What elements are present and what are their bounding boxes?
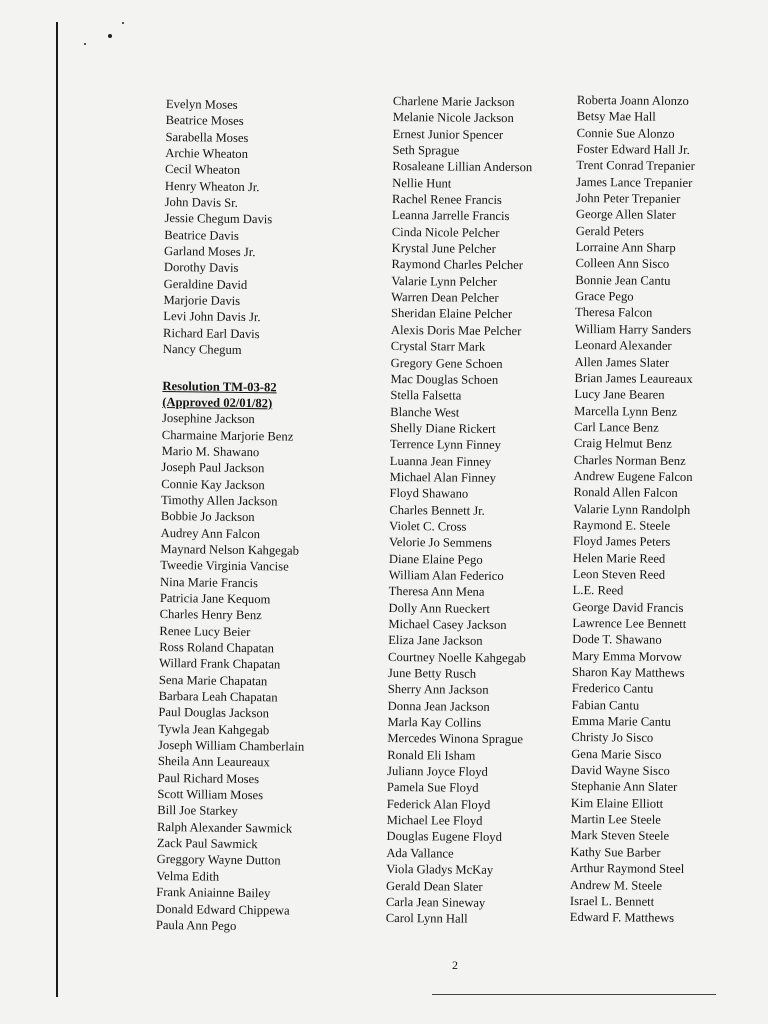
name-entry: Joseph William Chamberlain (157, 738, 305, 754)
name-entry: Beatrice Moses (165, 113, 244, 129)
name-entry: John Davis Sr. (164, 195, 238, 210)
name-entry: Carla Jean Sineway (385, 894, 486, 910)
name-entry: Levi John Davis Jr. (163, 309, 261, 325)
name-entry: Valarie Lynn Pelcher (391, 273, 498, 289)
page-number: 2 (452, 958, 458, 972)
name-entry: Henry Wheaton Jr. (164, 178, 260, 194)
name-entry: Sherry Ann Jackson (387, 682, 489, 698)
name-entry: Shelly Diane Rickert (390, 420, 496, 436)
name-entry: Stephanie Ann Slater (570, 779, 678, 795)
name-entry: Josephine Jackson (161, 411, 255, 427)
name-entry: Donna Jean Jackson (387, 698, 490, 714)
name-entry: Sarabella Moses (165, 129, 249, 145)
scan-speck (84, 43, 86, 45)
name-entry: Mary Emma Morvow (572, 648, 682, 664)
name-entry: Charles Norman Benz (573, 452, 686, 468)
name-entry: Betsy Mae Hall (576, 109, 656, 125)
name-entry: Frank Aniainne Bailey (156, 885, 271, 901)
name-entry: Crystal Starr Mark (390, 339, 486, 354)
name-entry: Scott William Moses (157, 787, 264, 803)
name-entry: L.E. Reed (572, 583, 624, 598)
name-entry: Nina Marie Francis (159, 574, 259, 590)
name-entry: Tweedie Virginia Vancise (160, 558, 289, 574)
name-entry: Diane Elaine Pego (388, 551, 483, 567)
name-entry: Sheridan Elaine Pelcher (391, 306, 513, 322)
name-entry: Jessie Chegum Davis (164, 211, 273, 227)
name-entry: Pamela Sue Floyd (386, 780, 479, 796)
name-entry: Mark Steven Steele (570, 828, 670, 844)
name-entry: Eliza Jane Jackson (388, 633, 483, 649)
name-entry: James Lance Trepanier (576, 174, 693, 190)
name-entry: Stella Falsetta (390, 388, 462, 403)
name-entry: Michael Lee Floyd (386, 813, 483, 828)
name-entry: Charles Bennett Jr. (389, 502, 485, 518)
name-entry: Greggory Wayne Dutton (156, 852, 281, 868)
name-column-2 (386, 93, 533, 928)
name-entry: Floyd Shawano (389, 486, 469, 501)
scan-speck (108, 34, 112, 38)
name-entry: June Betty Rusch (387, 666, 477, 681)
name-entry: Ross Roland Chapatan (159, 639, 275, 656)
name-entry: Willard Frank Chapatan (158, 656, 281, 672)
name-entry: George David Francis (572, 599, 684, 615)
name-entry: Sharon Kay Matthews (571, 665, 685, 680)
name-entry: Alexis Doris Mae Pelcher (390, 322, 522, 338)
name-entry: Theresa Ann Mena (388, 584, 485, 600)
name-entry: Floyd James Peters (573, 534, 671, 550)
name-entry: Martin Lee Steele (570, 812, 661, 827)
name-entry: Lucy Jane Bearen (574, 387, 665, 402)
name-entry: John Peter Trepanier (576, 191, 681, 206)
name-entry: Arthur Raymond Steel (570, 861, 685, 877)
name-entry: Viola Gladys McKay (386, 862, 494, 878)
name-entry: Connie Kay Jackson (161, 476, 265, 492)
name-entry: Michael Casey Jackson (388, 616, 507, 633)
name-entry: William Alan Federico (388, 567, 504, 583)
name-entry: Colleen Ann Sisco (575, 256, 670, 272)
name-entry: Renee Lucy Beier (159, 623, 251, 639)
name-entry: Nancy Chegum (162, 342, 242, 358)
name-entry: Evelyn Moses (165, 96, 238, 112)
name-entry: Theresa Falcon (575, 305, 653, 321)
name-entry: Mario M. Shawano (161, 443, 260, 460)
name-entry: Melanie Nicole Jackson (392, 110, 514, 126)
name-entry: Courtney Noelle Kahgegab (388, 649, 526, 665)
name-entry: Lorraine Ann Sharp (575, 240, 676, 255)
name-entry: Kathy Sue Barber (570, 844, 661, 860)
name-entry: Dode T. Shawano (572, 632, 662, 648)
name-entry: Sheila Ann Leaureaux (157, 754, 270, 770)
name-entry: Bonnie Jean Cantu (575, 272, 671, 288)
name-entry: Rosaleane Lillian Anderson (392, 159, 533, 175)
name-entry: Terrence Lynn Finney (389, 437, 502, 453)
name-entry: Carol Lynn Hall (385, 911, 468, 926)
name-entry: Gerald Dean Slater (386, 878, 483, 894)
name-entry: Charles Henry Benz (159, 607, 262, 623)
name-entry: Brian James Leaureaux (574, 370, 693, 386)
name-entry: Violet C. Cross (389, 518, 467, 534)
name-entry: Juliann Joyce Floyd (387, 764, 488, 779)
name-entry: Beatrice Davis (164, 227, 239, 243)
name-entry: Helen Marie Reed (572, 550, 666, 566)
name-entry: Leon Steven Reed (572, 566, 666, 582)
name-entry: Timothy Allen Jackson (160, 492, 278, 509)
name-entry: Zack Paul Sawmick (156, 836, 258, 852)
name-entry: Foster Edward Hall Jr. (576, 142, 690, 158)
name-entry: Sena Marie Chapatan (158, 672, 268, 688)
name-entry: Raymond Charles Pelcher (391, 257, 524, 273)
name-entry: Richard Earl Davis (163, 325, 260, 341)
name-entry: Marcella Lynn Benz (574, 403, 678, 419)
name-entry: Valarie Lynn Randolph (573, 501, 691, 517)
name-entry: Charmaine Marjorie Benz (161, 427, 294, 444)
name-entry: Bill Joe Starkey (157, 803, 238, 819)
name-entry: Andrew M. Steele (570, 877, 663, 893)
name-entry: Craig Helmut Benz (573, 436, 672, 452)
name-entry: Federick Alan Floyd (386, 796, 491, 812)
name-entry: Ada Vallance (386, 845, 454, 861)
name-entry: Maynard Nelson Kahgegab (160, 541, 300, 558)
name-entry: Rachel Renee Francis (392, 192, 502, 208)
name-entry: Seth Sprague (392, 143, 460, 158)
name-entry: Charlene Marie Jackson (392, 93, 515, 110)
name-entry: Tywla Jean Kahgegab (158, 721, 270, 738)
name-entry: Kim Elaine Elliott (570, 795, 664, 811)
name-entry: Mercedes Winona Sprague (387, 731, 524, 747)
name-entry: William Harry Sanders (574, 321, 692, 337)
name-entry: Nellie Hunt (392, 175, 452, 191)
name-entry: Marla Kay Collins (387, 715, 482, 730)
name-entry: Fabian Cantu (571, 697, 640, 713)
name-column-1 (156, 96, 312, 935)
name-entry: Ralph Alexander Sawmick (156, 819, 293, 836)
name-entry: Warren Dean Pelcher (391, 290, 499, 306)
name-entry: Gena Marie Sisco (571, 746, 662, 762)
name-entry: Christy Jo Sisco (571, 730, 654, 746)
name-entry: Paul Douglas Jackson (158, 705, 270, 721)
name-entry: Connie Sue Alonzo (576, 125, 675, 141)
resolution-title: Resolution TM-03-82 (162, 378, 277, 394)
name-entry: Ernest Junior Spencer (392, 126, 504, 142)
name-entry: Blanche West (390, 404, 460, 420)
name-entry: George Allen Slater (575, 207, 676, 223)
name-entry: Audrey Ann Falcon (160, 525, 261, 541)
name-entry: Lawrence Lee Bennett (572, 615, 687, 631)
name-entry: Ronald Allen Falcon (573, 485, 678, 501)
name-entry: Cinda Nicole Pelcher (391, 224, 500, 240)
name-entry: Archie Wheaton (165, 146, 249, 162)
name-entry: Dolly Ann Rueckert (388, 600, 491, 616)
name-entry: Geraldine David (163, 276, 248, 292)
name-entry: Allen James Slater (574, 354, 670, 370)
name-entry: Roberta Joann Alonzo (576, 92, 689, 108)
name-entry: Emma Marie Cantu (571, 714, 671, 729)
left-margin-rule (56, 22, 58, 997)
name-entry: Gerald Peters (575, 223, 645, 239)
scan-speck (122, 22, 124, 24)
name-entry: Garland Moses Jr. (164, 244, 256, 260)
name-entry: David Wayne Sisco (571, 763, 670, 778)
name-entry: Velorie Jo Semmens (389, 535, 492, 551)
name-entry: Mac Douglas Schoen (390, 371, 499, 387)
name-entry: Marjorie Davis (163, 293, 241, 309)
bottom-rule (432, 994, 716, 995)
name-entry: Gregory Gene Schoen (390, 355, 503, 371)
resolution-approved-date: (Approved 02/01/82) (162, 394, 273, 411)
name-entry: Patricia Jane Kequom (159, 590, 271, 607)
name-entry: Israel L. Bennett (569, 893, 655, 909)
name-entry: Andrew Eugene Falcon (573, 468, 693, 484)
name-entry: Joseph Paul Jackson (161, 460, 265, 476)
name-entry: Leonard Alexander (574, 338, 672, 353)
name-column-3 (570, 92, 696, 927)
name-entry: Donald Edward Chippewa (155, 901, 290, 918)
name-entry: Dorothy Davis (163, 260, 239, 276)
name-entry: Grace Pego (575, 289, 634, 304)
name-entry: Paul Richard Moses (157, 770, 260, 786)
name-entry: Carl Lance Benz (574, 419, 659, 435)
name-entry: Barbara Leah Chapatan (158, 688, 278, 705)
name-entry: Edward F. Matthews (569, 910, 675, 926)
name-entry: Krystal June Pelcher (391, 241, 496, 256)
name-entry: Paula Ann Pego (155, 917, 237, 933)
name-entry: Douglas Eugene Floyd (386, 829, 503, 845)
name-entry: Michael Alan Finney (389, 469, 497, 485)
name-entry: Cecil Wheaton (165, 162, 241, 178)
name-entry: Bobbie Jo Jackson (160, 509, 255, 525)
name-entry: Trent Conrad Trepanier (576, 158, 695, 174)
name-entry: Luanna Jean Finney (389, 453, 492, 469)
name-entry: Leanna Jarrelle Francis (391, 208, 510, 224)
name-entry: Raymond E. Steele (573, 517, 671, 533)
section-gap (163, 357, 309, 379)
name-entry: Frederico Cantu (571, 681, 654, 697)
name-entry: Velma Edith (156, 868, 220, 884)
name-entry: Ronald Eli Isham (387, 747, 476, 763)
